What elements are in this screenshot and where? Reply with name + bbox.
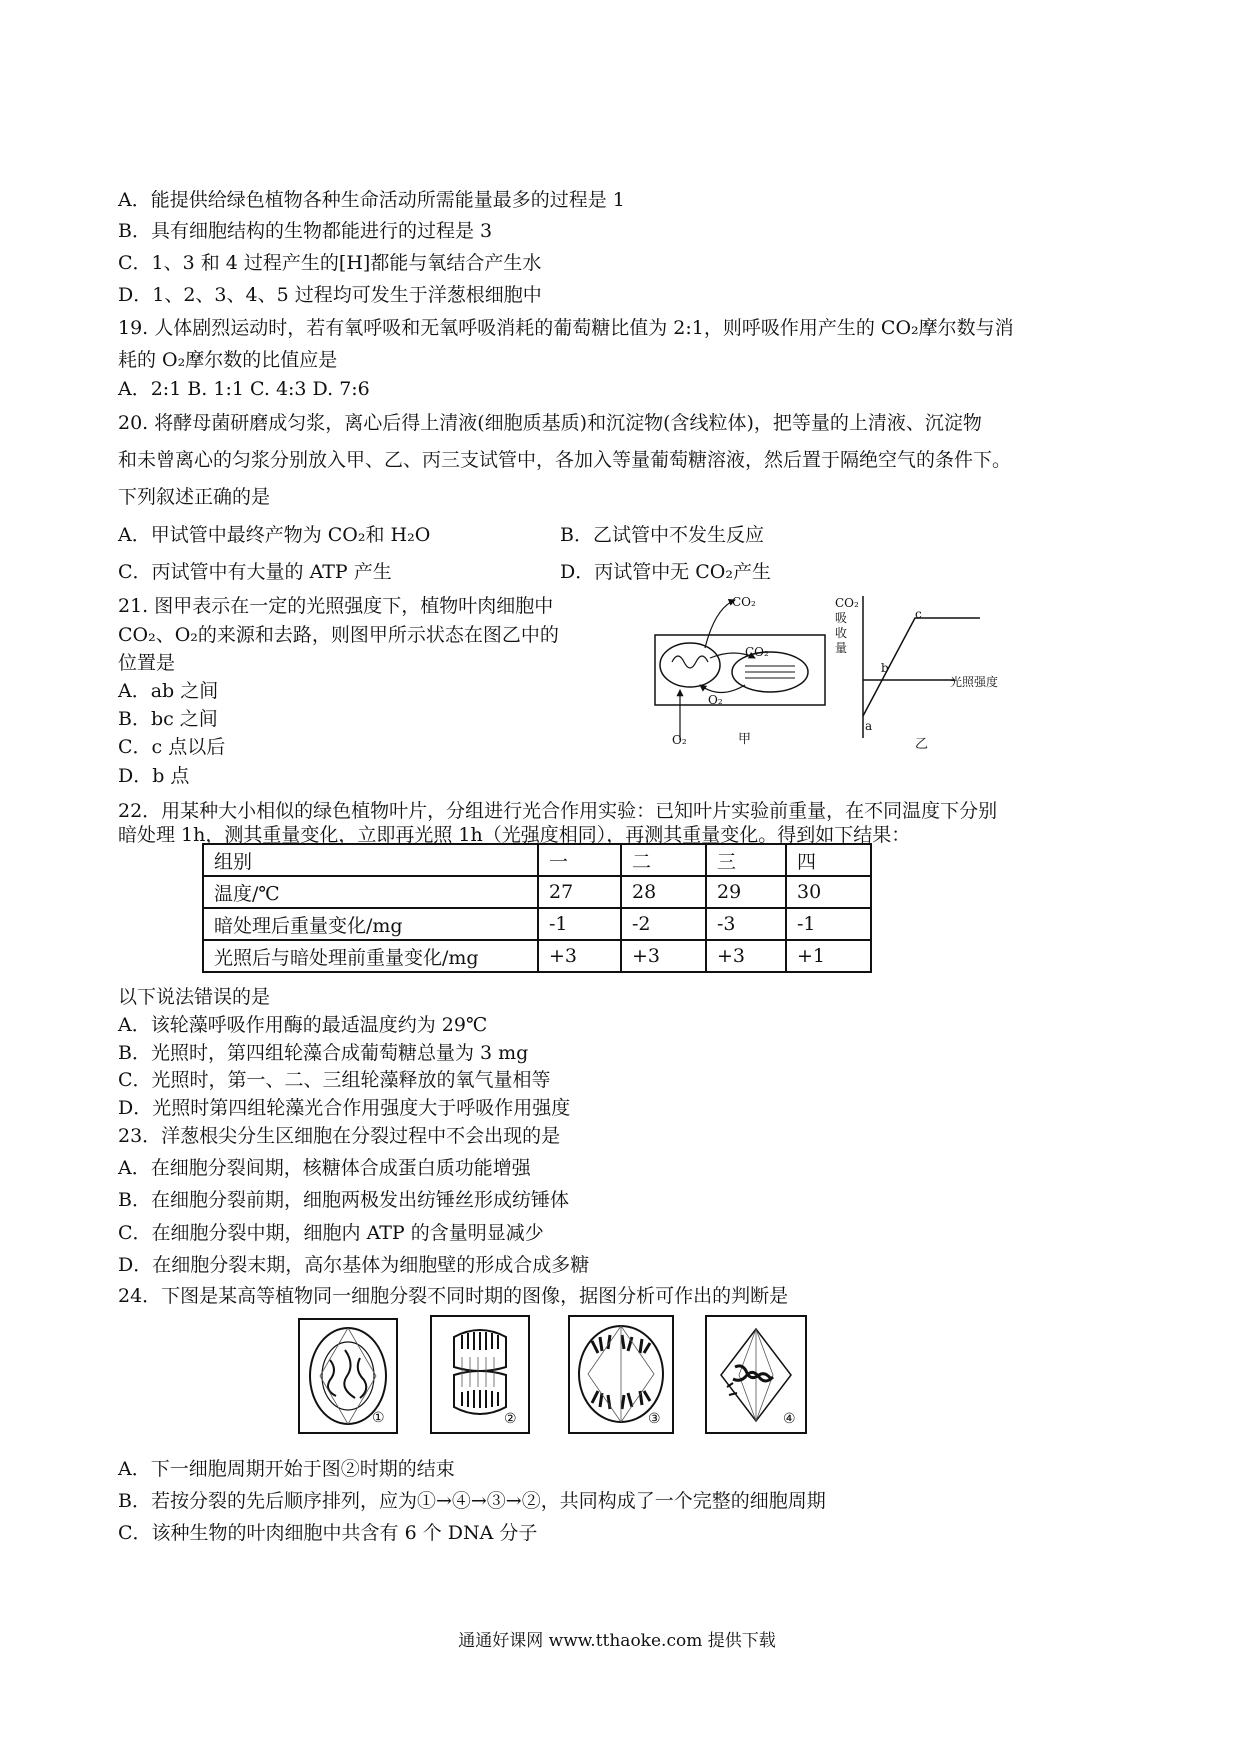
cell-figure-3-label: ③: [648, 1411, 661, 1427]
yi-point-a: a: [865, 719, 873, 733]
q22-option-d: D．光照时第四组轮藻光合作用强度大于呼吸作用强度: [118, 1097, 571, 1119]
figure-jia: [650, 590, 840, 750]
q21-stem-line1: 21. 图甲表示在一定的光照强度下，植物叶肉细胞中: [118, 595, 554, 617]
q20-option-d: D．丙试管中无 CO₂产生: [560, 561, 772, 583]
q23-option-c: C．在细胞分裂中期，细胞内 ATP 的含量明显减少: [118, 1222, 544, 1244]
q20-stem-line3: 下列叙述正确的是: [118, 486, 271, 508]
table-cell: 光照后与暗处理前重量变化/mg: [203, 940, 538, 972]
q24-option-b: B．若按分裂的先后顺序排列，应为①→④→③→②，共同构成了一个完整的细胞周期: [118, 1490, 826, 1512]
q22-result-table: [202, 843, 872, 973]
yi-xlabel: 光照强度: [950, 675, 999, 689]
yi-ylabel: CO₂吸收量: [835, 596, 859, 655]
q22-option-b: B．光照时，第四组轮藻合成葡萄糖总量为 3 mg: [118, 1042, 529, 1064]
yi-point-b: b: [881, 661, 889, 675]
q22-option-c: C．光照时，第一、二、三组轮藻释放的氧气量相等: [118, 1069, 551, 1091]
jia-o2-bottom-label: O₂: [672, 733, 687, 747]
table-cell: 一: [538, 844, 621, 876]
q21-stem-line2: CO₂、O₂的来源和去路，则图甲所示状态在图乙中的: [118, 624, 559, 646]
q23-option-b: B．在细胞分裂前期，细胞两极发出纺锤丝形成纺锤体: [118, 1189, 569, 1211]
q24-option-c: C．该种生物的叶肉细胞中共含有 6 个 DNA 分子: [118, 1522, 538, 1544]
q20-stem-line1: 20. 将酵母菌研磨成匀浆，离心后得上清液(细胞质基质)和沉淀物(含线粒体)，把等量的上清液、沉淀物: [118, 412, 982, 434]
table-cell: 二: [621, 844, 706, 876]
cell-figure-2: [430, 1315, 530, 1434]
table-cell: 组别: [203, 844, 538, 876]
q21-option-c: C．c 点以后: [118, 736, 226, 758]
table-cell: 三: [706, 844, 786, 876]
jia-o2-mid-label: O₂: [708, 693, 723, 707]
q21-stem-line3: 位置是: [118, 652, 176, 674]
table-cell: +3: [621, 940, 706, 972]
page-footer: 通通好课网 www.tthaoke.com 提供下载: [458, 1631, 776, 1651]
cell-figure-4: [705, 1315, 807, 1434]
q21-option-a: A．ab 之间: [118, 680, 219, 702]
jia-co2-top-label: CO₂: [732, 595, 756, 609]
q24-option-a: A．下一细胞周期开始于图②时期的结束: [118, 1458, 455, 1480]
q23-option-a: A．在细胞分裂间期，核糖体合成蛋白质功能增强: [118, 1157, 531, 1179]
table-cell: 27: [538, 876, 621, 908]
table-cell: 28: [621, 876, 706, 908]
q24-stem: 24．下图是某高等植物同一细胞分裂不同时期的图像，据图分析可作出的判断是: [118, 1285, 789, 1307]
jia-co2-mid-label: CO₂: [745, 645, 769, 659]
q19-stem-line1: 19. 人体剧烈运动时，若有氧呼吸和无氧呼吸消耗的葡萄糖比值为 2:1，则呼吸作用产生的 CO₂摩尔数与消: [118, 317, 1014, 339]
table-cell: -3: [706, 908, 786, 940]
q18-option-b: B．具有细胞结构的生物都能进行的过程是 3: [118, 220, 493, 242]
q18-option-d: D．1、2、3、4、5 过程均可发生于洋葱根细胞中: [118, 284, 542, 306]
q18-option-a: A．能提供给绿色植物各种生命活动所需能量最多的过程是 1: [118, 189, 625, 211]
q19-stem-line2: 耗的 O₂摩尔数的比值应是: [118, 349, 338, 371]
table-row: [203, 876, 871, 908]
cell-figure-3: [568, 1315, 674, 1434]
table-cell: -2: [621, 908, 706, 940]
cell-figure-1-label: ①: [372, 1410, 385, 1426]
jia-caption: 甲: [738, 732, 752, 747]
table-cell: +3: [706, 940, 786, 972]
cell-figure-1: [298, 1318, 398, 1434]
table-row: [203, 908, 871, 940]
q22-option-a: A．该轮藻呼吸作用酶的最适温度约为 29℃: [118, 1014, 488, 1036]
q18-option-c: C．1、3 和 4 过程产生的[H]都能与氧结合产生水: [118, 252, 542, 274]
q22-stem-line1: 22．用某种大小相似的绿色植物叶片，分组进行光合作用实验：已知叶片实验前重量，在不同温度下分别: [118, 800, 998, 822]
q23-option-d: D．在细胞分裂末期，高尔基体为细胞壁的形成合成多糖: [118, 1254, 590, 1276]
q21-option-d: D．b 点: [118, 765, 190, 787]
q22-stem-line2: 暗处理 1h，测其重量变化，立即再光照 1h（光强度相同），再测其重量变化。得到如下结果：: [118, 824, 911, 846]
table-cell: +3: [538, 940, 621, 972]
figure-yi: [835, 588, 1015, 753]
q21-option-b: B．bc 之间: [118, 708, 218, 730]
table-cell: 温度/℃: [203, 876, 538, 908]
table-cell: 29: [706, 876, 786, 908]
table-cell: +1: [786, 940, 871, 972]
table-cell: -1: [786, 908, 871, 940]
q20-option-a: A．甲试管中最终产物为 CO₂和 H₂O: [118, 524, 431, 546]
table-row: [203, 940, 871, 972]
yi-point-c: c: [915, 607, 922, 621]
q19-options: A．2:1 B. 1:1 C. 4:3 D. 7:6: [118, 378, 370, 400]
table-cell: 30: [786, 876, 871, 908]
q22-lead: 以下说法错误的是: [118, 986, 271, 1008]
table-cell: -1: [538, 908, 621, 940]
q20-option-b: B．乙试管中不发生反应: [560, 524, 764, 546]
table-cell: 暗处理后重量变化/mg: [203, 908, 538, 940]
figure-jia-drawing: [650, 590, 840, 750]
q23-stem: 23．洋葱根尖分生区细胞在分裂过程中不会出现的是: [118, 1125, 561, 1147]
table-cell: 四: [786, 844, 871, 876]
q20-stem-line2: 和未曾离心的匀浆分别放入甲、乙、丙三支试管中，各加入等量葡萄糖溶液，然后置于隔绝空气的条件下。: [118, 449, 1012, 471]
cell-figure-2-label: ②: [504, 1411, 517, 1427]
q20-option-c: C．丙试管中有大量的 ATP 产生: [118, 561, 392, 583]
cell-figure-4-label: ④: [783, 1411, 796, 1427]
table-row: [203, 844, 871, 876]
yi-caption: 乙: [915, 737, 929, 752]
